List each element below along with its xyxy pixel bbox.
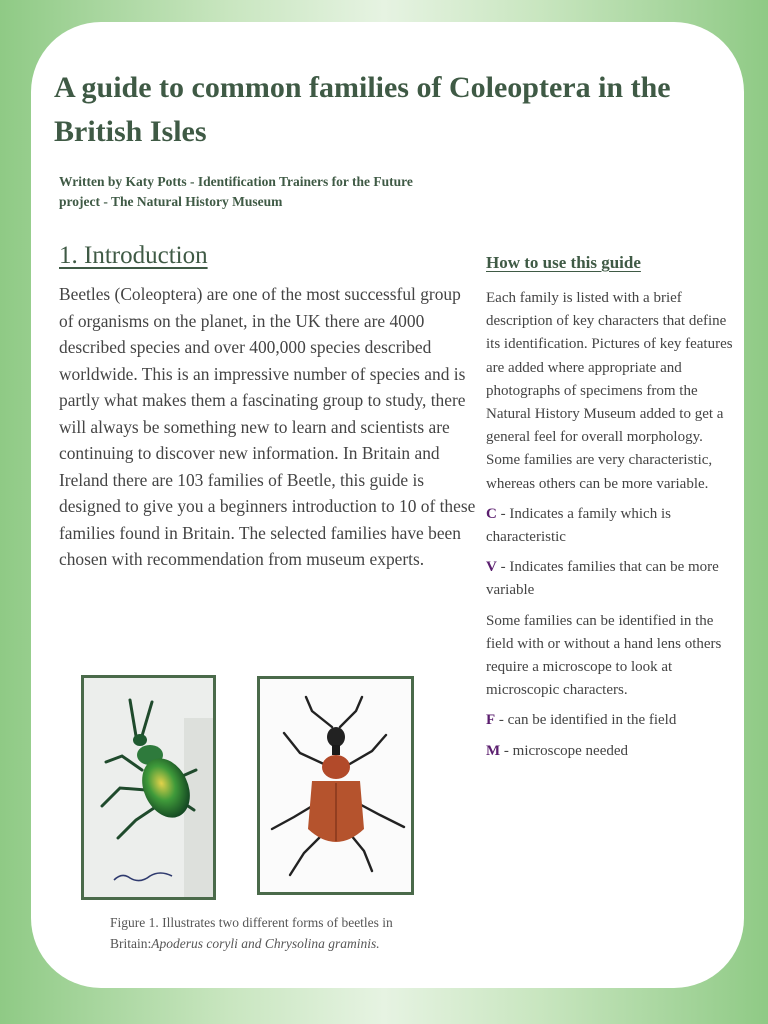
key-letter-f: F xyxy=(486,712,496,729)
caption-species: Apoderus coryli and Chrysolina graminis. xyxy=(151,936,380,951)
red-beetle-image xyxy=(260,679,411,892)
key-letter-c: C xyxy=(486,505,497,522)
key-text-c: - Indicates a family which is characteristic xyxy=(486,505,671,546)
author-line: Written by Katy Potts - Identification Trainers for the Future project - The Natural History Museum xyxy=(59,174,413,209)
key-text-f: - can be identified in the field xyxy=(495,712,677,729)
key-characteristic xyxy=(486,503,734,549)
green-beetle-image xyxy=(84,678,213,897)
how-to-use-heading: How to use this guide xyxy=(486,253,641,272)
introduction-heading: 1. Introduction xyxy=(59,242,208,269)
figure-caption xyxy=(110,912,470,954)
chrysolina-photo xyxy=(81,675,216,900)
introduction-body: Beetles (Coleoptera) are one of the most successful group of organisms on the planet, in the UK there are 4000 described species and over 400,000 species described worldwide. This is an impressive number of species and is partly what makes them a fascinating group to study, there will always be something new to learn and scientists are continuing to discover new information. In Britain and Ireland there are 103 families of Beetle, this guide is designed to give you a beginners introduction to 10 of these families found in Britain. The selected families have been chosen with recommendation from museum experts. xyxy=(59,284,476,569)
key-variable xyxy=(486,556,734,602)
identification-note: Some families can be identified in the field with or without a hand lens others require a microscope to look at microscopic characters. xyxy=(486,612,722,699)
caption-prefix: Figure 1. Illustrates two different forms of beetles in Britain: xyxy=(110,915,393,951)
key-text-v: - Indicates families that can be more variable xyxy=(486,559,719,599)
how-to-use-sidebar xyxy=(486,251,734,770)
key-text-m: - microscope needed xyxy=(500,742,629,759)
key-letter-v: V xyxy=(486,559,497,576)
guide-description: Each family is listed with a brief description of key characters that define its identification. Pictures of key features are added where appropriate and photographs of specimens from the Natural History Museum added to get a general feel for overall morphology. Some families are very characteristic, whereas others can be more variable. xyxy=(486,290,733,492)
apoderus-photo xyxy=(257,676,414,895)
key-letter-m: M xyxy=(486,742,501,759)
key-microscope xyxy=(486,740,734,763)
document-title: A guide to common families of Coleoptera in the British Isles xyxy=(54,71,671,148)
key-field xyxy=(486,709,734,732)
